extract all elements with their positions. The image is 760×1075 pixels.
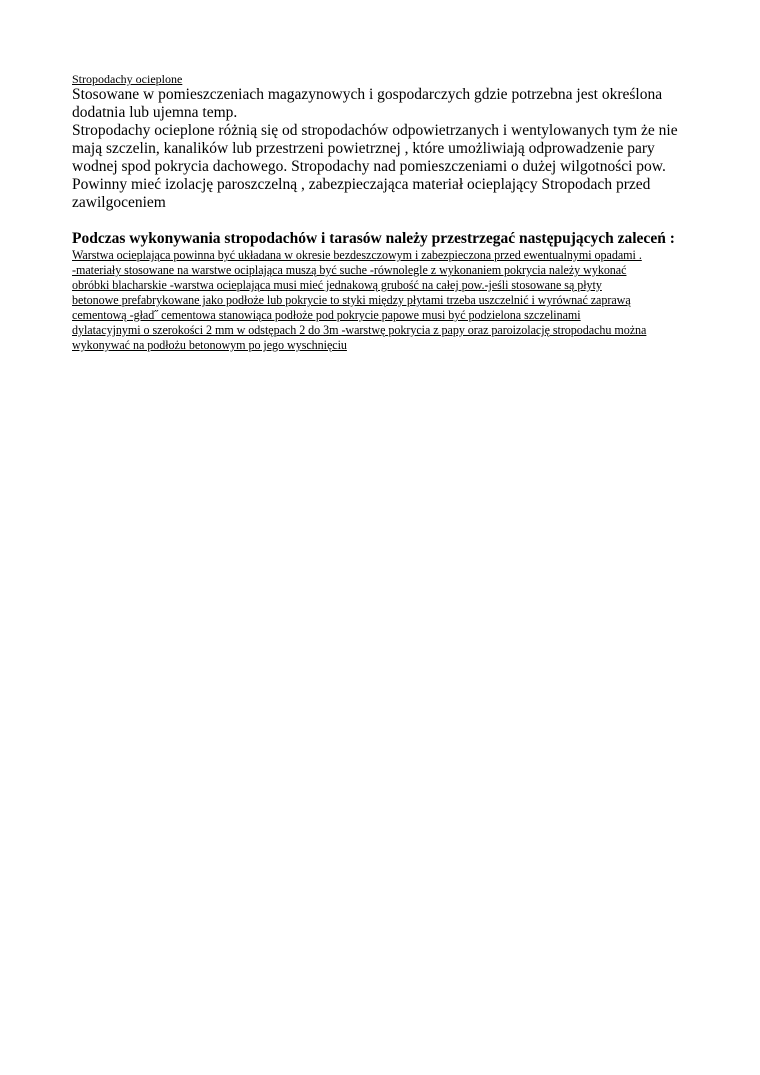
document-page — [72, 72, 692, 353]
recommendation-line: -materiały stosowane na warstwe ociplająca muszą być suche -równolegle z wykonaniem pokrycia należy wykonać — [72, 263, 627, 277]
paragraph-line: Powinny mieć izolację paroszczelną , zabezpieczająca materiał ocieplający Stropodach przed — [72, 176, 651, 193]
paragraph-usage — [72, 86, 692, 122]
paragraph-line: mają szczelin, kanalików lub przestrzeni powietrznej , które umożliwiają odprowadzenie pary — [72, 140, 655, 157]
paragraph-line: Stropodachy ocieplone różnią się od stropodachów odpowietrzanych i wentylowanych tym że nie — [72, 122, 678, 139]
paragraph-line: wodnej spod pokrycia dachowego. Stropodachy nad pomieszczeniami o dużej wilgotności pow. — [72, 158, 666, 175]
recommendation-line: dylatacyjnymi o szerokości 2 mm w odstępach 2 do 3m -warstwę pokrycia z papy oraz paroizolację stropodachu można — [72, 323, 647, 337]
recommendation-line: Warstwa ocieplająca powinna być układana w okresie bezdeszczowym i zabezpieczona przed ewentualnymi opadami . — [72, 248, 642, 262]
recommendation-line: wykonywać na podłożu betonowym po jego wyschnięciu — [72, 338, 347, 352]
blank-line — [72, 212, 692, 230]
recommendation-line: obróbki blacharskie -warstwa ocieplająca musi mieć jednakową grubość na całej pow.-jeśli stosowane są płyty — [72, 278, 602, 292]
recommendations-heading: Podczas wykonywania stropodachów i tarasów należy przestrzegać następujących zaleceń : — [72, 230, 675, 247]
paragraph-description — [72, 122, 692, 212]
paragraph-line: zawilgoceniem — [72, 194, 166, 211]
paragraph-line: Stosowane w pomieszczeniach magazynowych i gospodarczych gdzie potrzebna jest określona — [72, 86, 663, 103]
paragraph-line: dodatnia lub ujemna temp. — [72, 104, 238, 121]
recommendation-line: betonowe prefabrykowane jako podłoże lub pokrycie to styki między płytami trzeba uszczelnić i wyrównać zaprawą — [72, 293, 631, 307]
recommendations-list — [72, 248, 692, 353]
section-title: Stropodachy ocieplone — [72, 72, 183, 86]
recommendation-line: cementową -gład˝ cementowa stanowiąca podłoże pod pokrycie papowe musi być podzielona szczelinami — [72, 308, 581, 322]
